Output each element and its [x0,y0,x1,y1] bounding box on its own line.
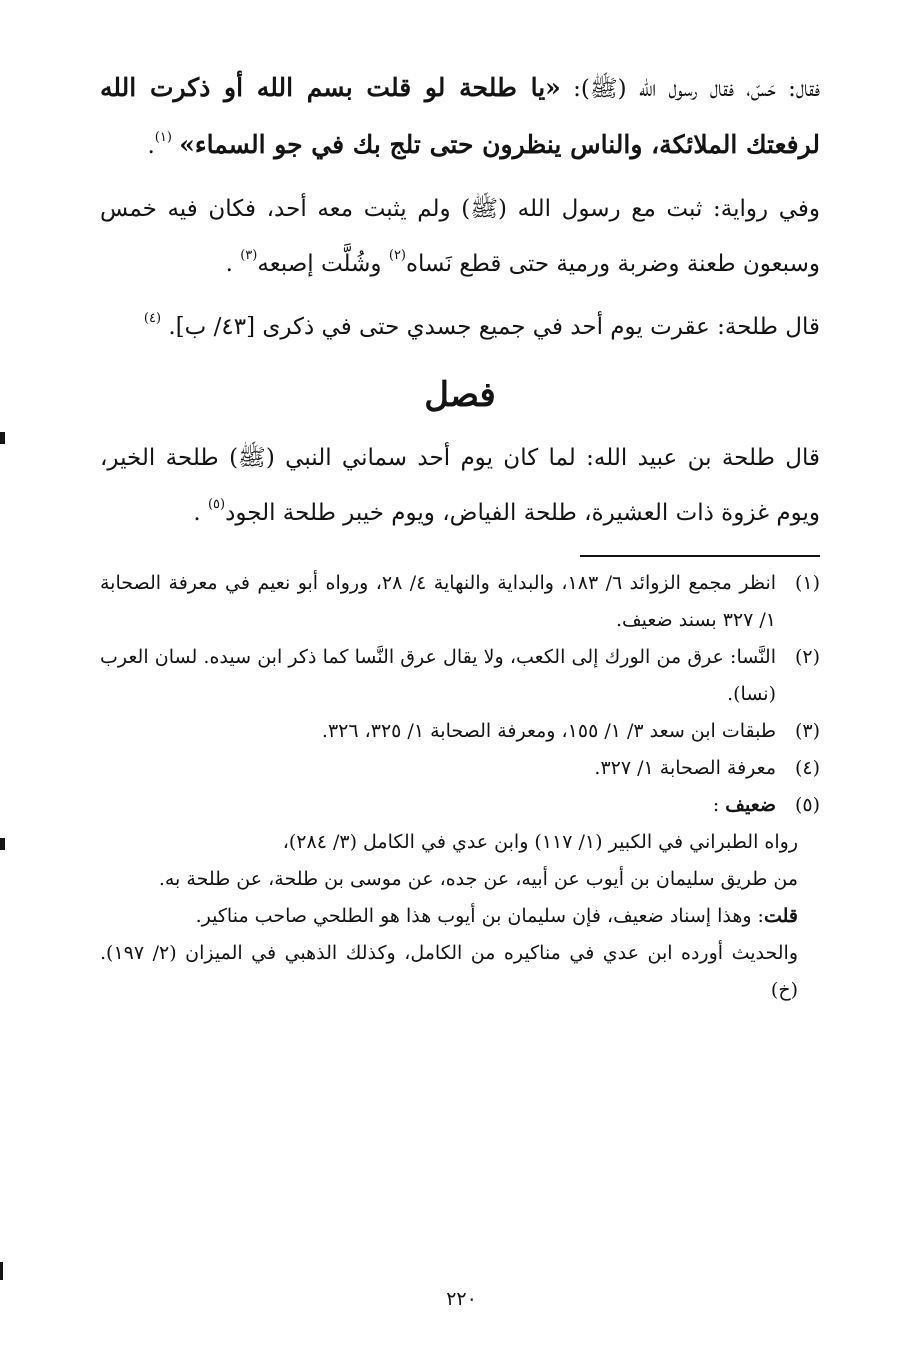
footnote-4 [100,750,820,787]
footnote-text: : وهذا إسناد ضعيف، فإن سليمان بن أيوب هذا هو الطلحي صاحب مناكير. [195,905,764,927]
paragraph-end: . [147,133,155,159]
footnote-5-line [100,861,820,898]
footnote-ref-3: (٣) [240,248,258,263]
scan-edge-mark [0,432,5,444]
paragraph-text: قال طلحة: عقرت يوم أحد في جميع جسدي حتى في ذكرى [262,314,820,340]
footnote-ref-2: (٢) [388,248,406,263]
footnote-number: (٢) [794,646,820,668]
book-page [100,60,820,1009]
qult-label: قلت [763,905,798,927]
paragraph-text: وفي رواية: ثبت مع رسول الله (ﷺ) ولم يثبت معه أحد، فكان فيه خمس وسبعون طعنة وضربة ورمية حتى قطع نَساه [100,196,820,277]
paragraph-end: . [193,500,201,526]
paragraph-text: قال طلحة بن عبيد الله: لما كان يوم أحد سماني النبي (ﷺ) طلحة الخير، ويوم غزوة ذات العشيرة، طلحة الفياض، ويوم خيبر طلحة الجود [100,445,820,526]
grading-label: ضعيف [725,794,776,816]
footnote-2 [100,639,820,713]
footnote-ref-1: (١) [154,130,172,145]
footnote-ref-5: (٥) [207,497,226,512]
footnote-separator [580,555,820,557]
footnote-text: انظر مجمع الزوائد ٦/ ١٨٣، والبداية والنهاية ٤/ ٢٨، ورواه أبو نعيم في معرفة الصحابة ١/ ٣٢٧ بسند ضعيف. [100,572,777,631]
footnote-text: والحديث أورده ابن عدي في مناكيره من الكامل، وكذلك الذهبي في الميزان (٢/ ١٩٧). (خ) [100,942,798,1001]
footnote-ref-4: (٤) [143,311,162,326]
footnote-5-line [100,898,820,935]
footnote-colon: : [712,794,720,816]
paragraph-talha-call [100,60,820,174]
paragraph-text: فقال: حَسّ، فقال رسول الله (ﷺ): [573,76,821,102]
footnote-number: (٣) [794,720,820,742]
footnote-5-line [100,824,820,861]
footnote-5-line [100,935,820,1009]
paragraph-end: . [225,251,233,277]
paragraph-narration [100,182,820,292]
footnote-3 [100,713,820,750]
footnote-number: (٤) [794,757,820,779]
footnote-5 [100,787,820,824]
paragraph-text: وشُلَّت إصبعه [257,251,389,277]
hadith-quote: «يا طلحة لو قلت بسم الله أو ذكرت الله لرفعتك الملائكة، والناس ينظرون حتى تلج بك في جو السماء» [100,73,820,159]
footnote-number: (١) [794,572,820,594]
manuscript-folio-marker: [٤٣/ ب]. [168,314,256,340]
footnote-text: رواه الطبراني في الكبير (١/ ١١٧) وابن عدي في الكامل (٣/ ٢٨٤)، [282,831,798,853]
paragraph-talha-names [100,431,820,541]
page-number: ٢٢٠ [446,1288,477,1310]
section-heading: فصل [424,375,496,415]
scan-edge-mark [0,838,5,850]
footnote-text: معرفة الصحابة ١/ ٣٢٧. [594,757,776,779]
footnote-text: من طريق سليمان بن أيوب عن أبيه، عن جده، عن موسى بن طلحة، عن طلحة به. [158,868,798,890]
footnote-1 [100,565,820,639]
footnotes [100,565,820,1009]
paragraph-talha-wounds [100,300,820,355]
footnote-number: (٥) [794,794,820,816]
scan-edge-mark [0,1262,3,1280]
footnote-text: النَّسا: عرق من الورك إلى الكعب، ولا يقال عرق النَّسا كما ذكر ابن سيده. لسان العرب (نسا). [100,646,776,705]
footnote-text: طبقات ابن سعد ٣/ ١/ ١٥٥، ومعرفة الصحابة ١/ ٣٢٥، ٣٢٦. [321,720,776,742]
